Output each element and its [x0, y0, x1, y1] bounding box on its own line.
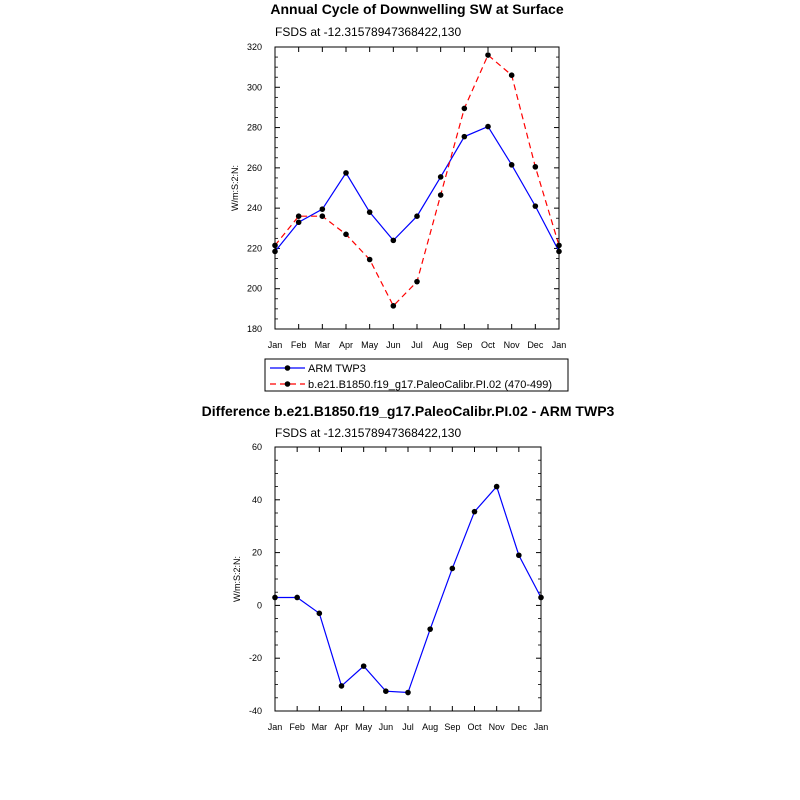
data-point: [296, 219, 302, 225]
data-point: [438, 192, 444, 198]
chart2-ticks: [249, 442, 548, 732]
x-tick-label: Sep: [456, 340, 473, 350]
x-tick-label: May: [355, 722, 373, 732]
data-point: [414, 279, 420, 285]
data-point: [343, 232, 349, 238]
x-tick-label: Jul: [411, 340, 423, 350]
chart1-ticks: [247, 42, 566, 350]
x-tick-label: Oct: [480, 340, 496, 350]
data-point: [516, 552, 522, 558]
y-tick-label: 40: [251, 494, 262, 505]
data-point: [272, 243, 278, 249]
legend-label-model: b.e21.B1850.f19_g17.PaleoCalibr.PI.02 (470-499): [308, 379, 553, 391]
data-point: [405, 690, 411, 696]
data-point: [367, 257, 373, 263]
y-tick-label: 180: [246, 324, 262, 334]
x-tick-label: Jan: [551, 340, 567, 350]
y-tick-label: -20: [248, 653, 262, 664]
data-point: [462, 106, 468, 112]
data-point: [272, 249, 278, 255]
y-tick-label: 220: [246, 243, 262, 254]
x-tick-label: Jul: [402, 722, 414, 732]
data-point: [383, 688, 389, 694]
legend-label-arm: ARM TWP3: [308, 363, 366, 375]
chart1-subtitle: FSDS at -12.31578947368422,130: [275, 25, 462, 39]
x-tick-label: Apr: [338, 340, 354, 350]
x-tick-label: Mar: [314, 340, 331, 350]
data-point: [317, 611, 323, 617]
y-tick-label: -40: [248, 706, 262, 716]
data-point: [533, 164, 539, 170]
data-point: [391, 238, 397, 244]
x-tick-label: May: [361, 340, 379, 350]
chart1-series: [272, 52, 562, 308]
x-tick-label: Feb: [289, 722, 305, 732]
data-point: [296, 213, 302, 219]
chart1-plot-frame: [275, 47, 559, 329]
data-point: [450, 566, 456, 572]
x-tick-label: Jun: [386, 340, 401, 350]
y-tick-label: 320: [246, 42, 262, 52]
chart2-subtitle: FSDS at -12.31578947368422,130: [275, 426, 462, 440]
x-tick-label: Dec: [510, 722, 527, 732]
x-tick-label: Feb: [290, 340, 307, 350]
data-point: [494, 484, 500, 490]
x-tick-label: Jan: [267, 722, 283, 732]
chart2-series: [272, 484, 544, 696]
data-point: [485, 124, 491, 130]
chart2-title: Difference b.e21.B1850.f19_g17.PaleoCalibr.PI.02 - ARM TWP3: [201, 403, 615, 419]
data-point: [556, 249, 562, 255]
x-tick-label: Jan: [533, 722, 549, 732]
difference-chart: [202, 403, 615, 732]
legend-marker-model: [285, 381, 291, 387]
data-point: [556, 243, 562, 249]
chart1-legend: [265, 359, 568, 391]
y-tick-label: 280: [246, 122, 262, 133]
y-tick-label: 260: [246, 162, 262, 173]
x-tick-label: Oct: [467, 722, 482, 732]
y-tick-label: 0: [256, 600, 262, 611]
data-point: [272, 595, 278, 601]
x-tick-label: Apr: [334, 722, 349, 732]
data-point: [533, 203, 539, 209]
series-line-0: [275, 127, 559, 252]
data-point: [438, 174, 444, 180]
series-line-1: [275, 55, 559, 306]
data-point: [509, 162, 515, 168]
y-tick-label: 240: [246, 203, 262, 214]
chart1-ylabel: W/m:S:2:N:: [230, 164, 240, 212]
data-point: [343, 170, 349, 176]
y-tick-label: 200: [246, 283, 262, 294]
data-point: [509, 72, 515, 78]
data-point: [414, 213, 420, 219]
data-point: [320, 213, 326, 219]
data-point: [462, 134, 468, 140]
x-tick-label: Aug: [432, 340, 449, 350]
data-point: [472, 509, 478, 515]
data-point: [294, 595, 300, 601]
x-tick-label: Aug: [422, 722, 439, 732]
x-tick-label: Sep: [444, 722, 461, 732]
data-point: [538, 595, 544, 601]
data-point: [391, 303, 397, 309]
data-point: [361, 663, 367, 669]
data-point: [485, 52, 491, 58]
chart2-ylabel: W/m:S:2:N:: [232, 555, 242, 603]
y-tick-label: 300: [246, 82, 262, 93]
chart2-plot-frame: [275, 447, 541, 711]
x-tick-label: Nov: [488, 722, 505, 732]
series-line-0: [275, 487, 541, 693]
data-point: [339, 683, 345, 689]
data-point: [320, 206, 326, 212]
x-tick-label: Mar: [311, 722, 328, 732]
chart1-title: Annual Cycle of Downwelling SW at Surface: [270, 1, 564, 17]
annual-cycle-chart: [230, 1, 568, 391]
x-tick-label: Dec: [527, 340, 544, 350]
legend-marker-arm: [285, 365, 291, 371]
x-tick-label: Nov: [503, 340, 520, 350]
x-tick-label: Jan: [267, 340, 283, 350]
data-point: [367, 209, 373, 215]
data-point: [427, 626, 433, 632]
x-tick-label: Jun: [378, 722, 394, 732]
y-tick-label: 60: [251, 442, 262, 452]
y-tick-label: 20: [251, 547, 262, 558]
